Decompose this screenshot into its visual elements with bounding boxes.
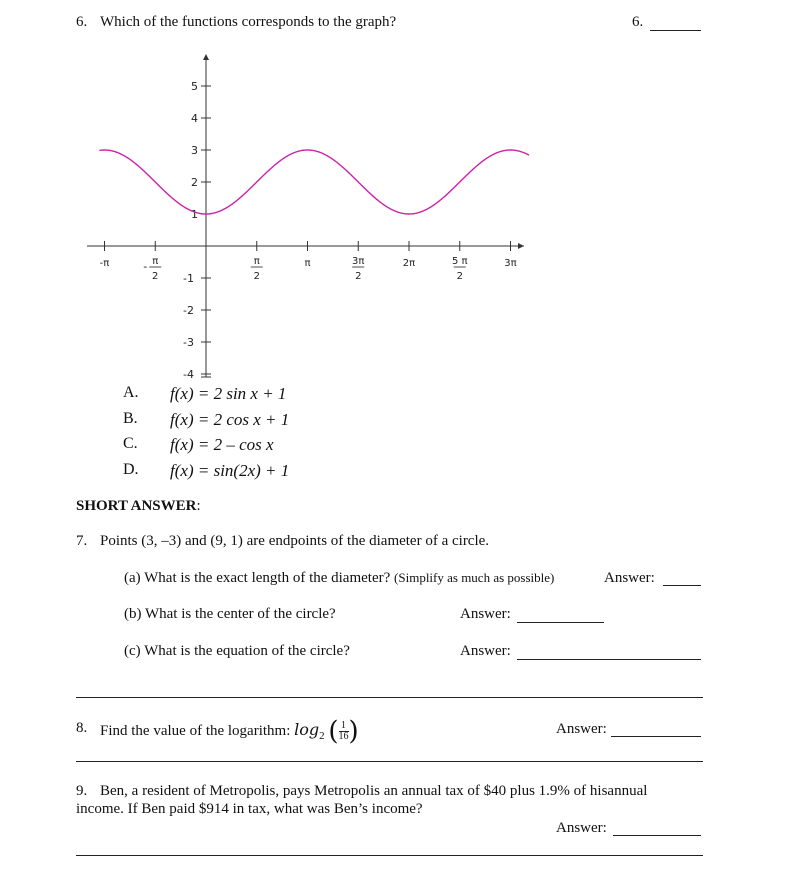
x-tick-denominator: 2 xyxy=(456,271,463,282)
q8-answer-blank[interactable] xyxy=(611,736,701,737)
q7b-answer-blank[interactable] xyxy=(517,622,604,623)
q7b-text: (b) What is the center of the circle? xyxy=(124,606,336,622)
y-tick-label: 2 xyxy=(191,176,198,189)
function-graph xyxy=(0,0,791,390)
divider-line xyxy=(76,697,703,698)
q7a-answer-blank[interactable] xyxy=(663,585,701,586)
q6-answer-label: 6. xyxy=(632,14,644,30)
q8-text: Find the value of the logarithm: $\log_2$ ( $\frac{1}{16}$ ) xyxy=(100,716,359,747)
q8-paren-close: ) xyxy=(348,716,359,747)
choice-letter[interactable]: C. xyxy=(123,435,138,452)
y-tick-label: -4 xyxy=(183,368,194,381)
q7-text: Points (3, –3) and (9, 1) are endpoints of the diameter of a circle. xyxy=(100,533,490,549)
y-axis-arrow xyxy=(203,54,209,60)
q8-fraction: $\frac{1}{16}$ xyxy=(338,720,349,743)
x-tick-label: 3π xyxy=(504,258,517,269)
y-tick-label: -2 xyxy=(183,304,194,317)
y-tick-label: 1 xyxy=(191,208,198,221)
x-tick-numerator: 3π xyxy=(352,256,365,267)
q8-paren-open: ( xyxy=(328,716,339,747)
q7c-answer-blank[interactable] xyxy=(517,659,701,660)
q6-number: 6. xyxy=(76,14,88,30)
x-tick-label: π xyxy=(304,258,311,269)
x-axis-arrow xyxy=(518,243,524,249)
x-tick-denominator: 2 xyxy=(355,271,362,282)
y-tick-label: -1 xyxy=(183,272,194,285)
q9-line1: Ben, a resident of Metropolis, pays Metropolis an annual tax of $40 plus 1.9% of hisannual xyxy=(100,783,648,799)
choice-formula: f(x) = sin(2x) + 1 xyxy=(170,461,290,480)
x-tick-numerator: π xyxy=(152,256,159,267)
q7a-text: (a) What is the exact length of the diameter? (Simplify as much as possible) xyxy=(124,570,555,586)
graph-curve xyxy=(99,150,529,214)
q9-answer-blank[interactable] xyxy=(613,835,701,836)
q9-line2: income. If Ben paid $914 in tax, what was Ben’s income? xyxy=(76,801,423,817)
graph-ticks xyxy=(100,80,517,381)
q6-question: Which of the functions corresponds to the graph? xyxy=(100,14,397,30)
x-tick-numerator: π xyxy=(253,256,260,267)
x-tick-label: -π xyxy=(99,258,110,269)
q8-number: 8. xyxy=(76,720,88,736)
choice-letter[interactable]: B. xyxy=(123,410,138,427)
choice-formula: f(x) = 2 cos x + 1 xyxy=(170,410,290,429)
q9-number: 9. xyxy=(76,783,88,799)
divider-line xyxy=(76,761,703,762)
choice-letter[interactable]: A. xyxy=(123,384,139,401)
q7-number: 7. xyxy=(76,533,88,549)
x-tick-minus: - xyxy=(143,260,148,273)
graph-axes xyxy=(87,54,524,377)
choice-letter[interactable]: D. xyxy=(123,461,139,478)
y-tick-label: 4 xyxy=(191,112,198,125)
q8-answer-label: Answer: xyxy=(556,721,607,737)
y-tick-label: -3 xyxy=(183,336,194,349)
q7b-answer-label: Answer: xyxy=(460,606,511,622)
choice-formula: f(x) = 2 sin x + 1 xyxy=(170,384,287,403)
x-tick-label: 2π xyxy=(402,258,416,269)
q7a-answer-label: Answer: xyxy=(604,570,655,586)
x-tick-denominator: 2 xyxy=(152,271,159,282)
q7c-text: (c) What is the equation of the circle? xyxy=(124,643,350,659)
q8-log: log xyxy=(294,720,320,739)
divider-line xyxy=(76,855,703,856)
short-answer-heading: SHORT ANSWER: xyxy=(76,498,201,514)
y-tick-label: 5 xyxy=(191,80,198,93)
x-tick-denominator: 2 xyxy=(253,271,260,282)
q7c-answer-label: Answer: xyxy=(460,643,511,659)
x-tick-numerator: 5 π xyxy=(451,256,468,267)
q8-log-base: 2 xyxy=(319,730,325,742)
q9-answer-label: Answer: xyxy=(556,820,607,836)
choice-formula: f(x) = 2 – cos x xyxy=(170,435,274,454)
y-tick-label: 3 xyxy=(191,144,198,157)
